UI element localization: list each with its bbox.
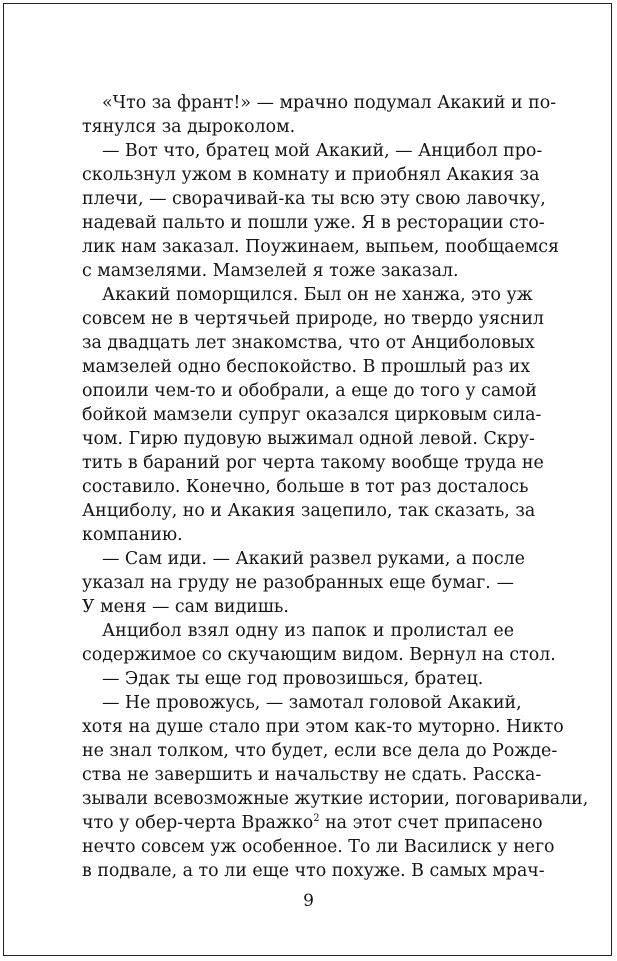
footnote-line-before: что у обер-черта Вражко [82,813,314,833]
text-line: зывали всевозможные жуткие истории, поговаривали, [82,789,589,809]
footnote-reference[interactable]: 2 [313,813,320,824]
text-line: бойкой мамзели супруг оказался цирковым сила- [82,405,542,425]
text-line: тить в бараний рог черта такому вообще труда не [82,453,544,473]
text-line: Анцибол взял одну из папок и пролистал ее [102,621,514,641]
text-line: мамзелей одно беспокойство. В прошлый раз их [82,357,531,377]
footnote-line-after: на этот счет припасено [319,813,543,833]
text-line: опоили чем-то и обобрали, а еще до того у самой [82,381,537,401]
text-line: У меня — сам видишь. [82,597,289,617]
text-line: лик нам заказал. Поужинаем, выпьем, пообщаемся [82,237,560,257]
text-line: содержимое со скучающим видом. Вернул на стол. [82,645,556,665]
text-line: нечто совсем уж особенное. То ли Василиск у него [82,837,555,857]
text-line: составило. Конечно, больше в тот раз досталось [82,477,529,497]
text-line: плечи, — сворачивай-ка ты всю эту свою лавочку, [82,189,546,209]
text-line: — Сам иди. — Акакий развел руками, а после [102,549,525,569]
text-line: Акакий поморщился. Был он не ханжа, это уж [102,285,533,305]
page-number: 9 [303,891,314,911]
text-line: тянулся за дыроколом. [82,117,296,137]
text-line: компанию. [82,525,183,545]
text-line: Анциболу, но и Акакия зацепило, так сказать, за [82,501,536,521]
text-line: надевай пальто и пошли уже. Я в ресторации сто- [82,213,545,233]
text-line: — Не провожусь, — замотал головой Акакий, [102,693,522,713]
text-line: за двадцать лет знакомства, что от Анциболовых [82,333,535,353]
text-line: — Эдак ты еще год провозишься, братец. [102,669,484,689]
text-line: — Вот что, братец мой Акакий, — Анцибол про- [102,141,543,161]
text-line-with-footnote [82,811,543,835]
text-line: совсем не в чертячьей природе, но твердо уяснил [82,309,544,329]
text-line: ства не завершить и начальству не сдать. Расска- [82,765,542,785]
text-line: чом. Гирю пудовую выжимал одной левой. Скру- [82,429,535,449]
text-line: скользнул ужом в комнату и приобнял Акакия за [82,165,540,185]
text-line: хотя на душе стало при этом как-то муторно. Никто [82,717,564,737]
text-line: не знал толком, что будет, если все дела до Рожде- [82,741,558,761]
text-line: в подвале, а то ли еще что похуже. В самых мрач- [82,861,545,881]
text-line: указал на груду не разобранных еще бумаг. — [82,573,514,593]
text-line: с мамзелями. Мамзелей я тоже заказал. [82,261,459,281]
text-line: «Что за франт!» — мрачно подумал Акакий и по- [102,93,557,113]
